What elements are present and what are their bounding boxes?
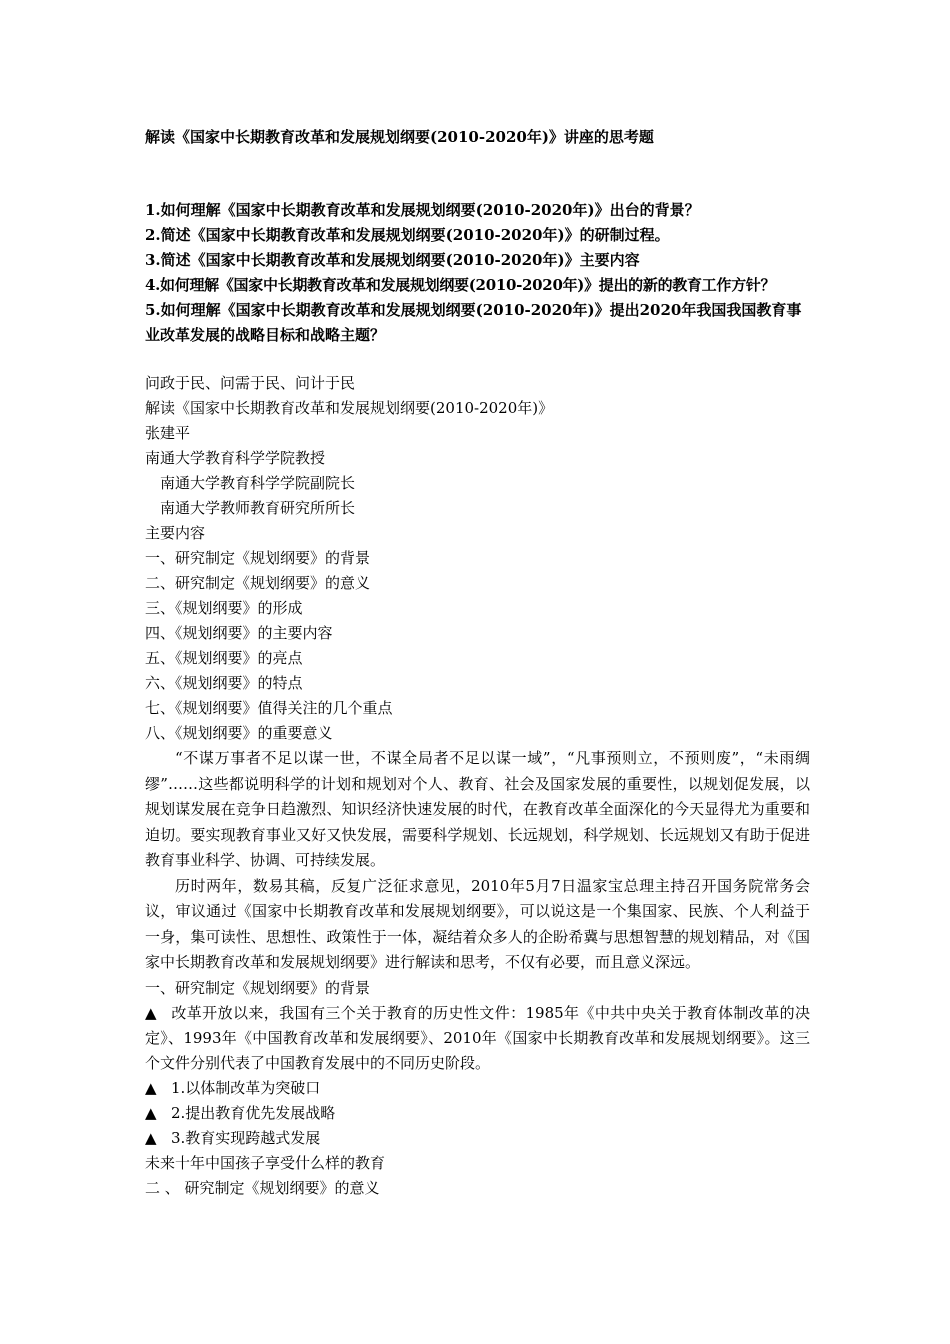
contents-item: 七、《规划纲要》值得关注的几个重点 (145, 699, 393, 717)
closing-line: 未来十年中国孩子享受什么样的教育 (145, 1153, 386, 1172)
question-item: 2.简述《国家中长期教育改革和发展规划纲要(2010-2020年)》的研制过程。 (145, 226, 670, 244)
question-item: 4.如何理解《国家中长期教育改革和发展规划纲要(2010-2020年)》提出的新的教育工作方针？ (145, 276, 776, 294)
lecture-subtitle: 解读《国家中长期教育改革和发展规划纲要(2010-2020年)》 (145, 399, 554, 417)
lecture-body (145, 371, 810, 1201)
bullet-item (145, 1076, 810, 1101)
section-heading: 一、研究制定《规划纲要》的背景 (145, 978, 371, 997)
bullet-text: 改革开放以来，我国有三个关于教育的历史性文件：1985年《中共中央关于教育体制改革的决定》、1993年《中国教育改革和发展纲要》、2010年《国家中长期教育改革和发展规划纲要》。这三个文件分别代表了中国教育发展中的不同历史阶段。 (145, 1003, 810, 1072)
contents-item: 六、《规划纲要》的特点 (145, 674, 303, 692)
question-item: 5.如何理解《国家中长期教育改革和发展规划纲要(2010-2020年)》提出2020年我国我国教育事业改革发展的战略目标和战略主题？ (145, 301, 802, 344)
bullet-text: 3.教育实现跨越式发展 (171, 1128, 321, 1147)
question-item: 3.简述《国家中长期教育改革和发展规划纲要(2010-2020年)》主要内容 (145, 251, 640, 269)
contents-item: 五、《规划纲要》的亮点 (145, 649, 303, 667)
author-role: 南通大学教师教育研究所所长 (160, 499, 356, 517)
author-role: 南通大学教育科学学院副院长 (160, 474, 356, 492)
lecture-author: 张建平 (145, 424, 191, 442)
contents-item: 二、研究制定《规划纲要》的意义 (145, 574, 371, 592)
document-title: 解读《国家中长期教育改革和发展规划纲要(2010-2020年)》讲座的思考题 (145, 128, 654, 146)
bullet-text: 1.以体制改革为突破口 (171, 1078, 321, 1097)
document-page (145, 124, 810, 1201)
bullet-text: 2.提出教育优先发展战略 (171, 1103, 336, 1122)
question-list (145, 198, 810, 348)
question-item: 1.如何理解《国家中长期教育改革和发展规划纲要(2010-2020年)》出台的背景？ (145, 201, 700, 219)
author-role: 南通大学教育科学学院教授 (145, 449, 326, 467)
section-heading: 二 、 研究制定《规划纲要》的意义 (145, 1178, 380, 1197)
body-paragraph: 历时两年，数易其稿，反复广泛征求意见，2010年5月7日温家宝总理主持召开国务院常务会议，审议通过《国家中长期教育改革和发展规划纲要》，可以说这是一个集国家、民族、个人利益于一身，集可读性、思想性、政策性于一体，凝结着众多人的企盼希冀与思想智慧的规划精品，对《国家中长期教育改革和发展规划纲要》进行解读和思考，不仅有必要，而且意义深远。 (145, 876, 810, 971)
triangle-bullet-icon: ▲ (145, 1128, 157, 1147)
triangle-bullet-icon: ▲ (145, 1103, 157, 1122)
triangle-bullet-icon: ▲ (145, 1078, 157, 1097)
bullet-item (145, 1101, 810, 1126)
bullet-item (145, 1001, 810, 1076)
contents-item: 八、《规划纲要》的重要意义 (145, 724, 333, 742)
contents-item: 三、《规划纲要》的形成 (145, 599, 303, 617)
contents-item: 一、研究制定《规划纲要》的背景 (145, 549, 371, 567)
lecture-slogan: 问政于民、问需于民、问计于民 (145, 374, 356, 392)
triangle-bullet-icon: ▲ (145, 1003, 157, 1022)
contents-heading: 主要内容 (145, 524, 206, 542)
bullet-item (145, 1126, 810, 1151)
contents-item: 四、《规划纲要》的主要内容 (145, 624, 333, 642)
body-paragraph: “不谋万事者不足以谋一世，不谋全局者不足以谋一域”，“凡事预则立，不预则废”，“未雨绸缪”……这些都说明科学的计划和规划对个人、教育、社会及国家发展的重要性，以规划促发展，以规划谋发展在竞争日趋激烈、知识经济快速发展的时代，在教育改革全面深化的今天显得尤为重要和迫切。要实现教育事业又好又快发展，需要科学规划、长远规划，科学规划、长远规划又有助于促进教育事业科学、协调、可持续发展。 (145, 749, 810, 869)
